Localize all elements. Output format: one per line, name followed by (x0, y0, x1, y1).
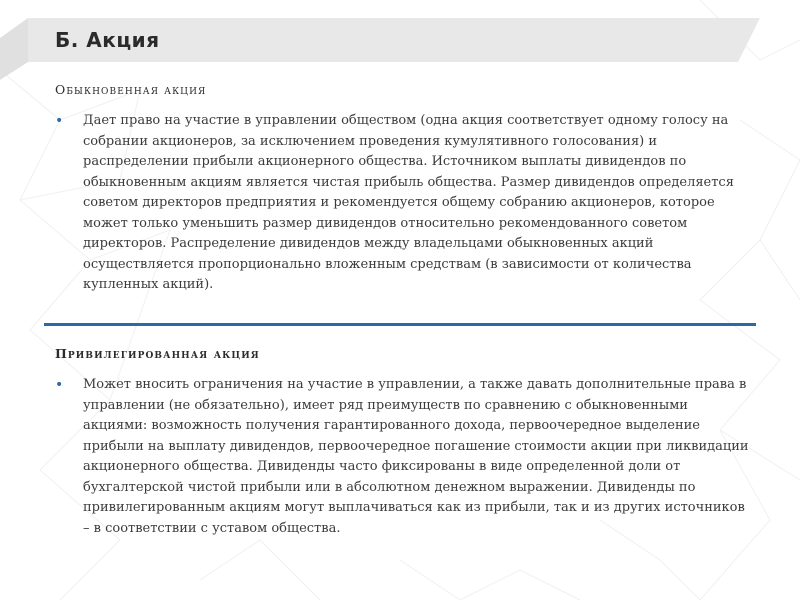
header-notch-decoration (0, 18, 40, 80)
list-item (55, 111, 755, 296)
section-divider (44, 323, 756, 326)
slide-title: Б. Акция (55, 28, 160, 52)
bullet-text: Дает право на участие в управлении обществом (одна акция соответствует одному голосу на собрании акционеров, за исключением проведения кумулятивного голосования) и распределении прибыли акционерного общества. Источником выплаты дивидендов по обыкновенным акциям является чистая прибыль общества. Размер дивидендов определяется советом директоров предприятия и рекомендуется общему собранию акционеров, которое может только уменьшить размер дивидендов относительно рекомендованного советом директоров. Распределение дивидендов между владельцами обыкновенных акций осуществляется пропорционально вложенным средствам (в зависимости от количества купленных акций). (83, 113, 734, 292)
section-common-stock (55, 82, 755, 296)
section-preferred-stock (55, 346, 755, 539)
section-heading: Привилегированная акция (55, 346, 260, 361)
list-item (55, 375, 755, 539)
bullet-icon: • (55, 377, 64, 393)
section-heading: Обыкновенная акция (55, 82, 207, 97)
bullet-text: Может вносить ограничения на участие в управлении, а также давать дополнительные права в управлении (не обязательно), имеет ряд преимуществ по сравнению с обыкновенными акциями: возможность получения гарантированного дохода, первоочередное выделение прибыли на выплату дивидендов, первоочередное погашение стоимости акции при ликвидации акционерного общества. Дивиденды часто фиксированы в виде определенной доли от бухгалтерской чистой прибыли или в абсолютном денежном выражении. Дивиденды по привилегированным акциям могут выплачиваться как из прибыли, так и из других источников – в соответствии с уставом общества. (83, 377, 749, 536)
bullet-icon: • (55, 113, 64, 129)
